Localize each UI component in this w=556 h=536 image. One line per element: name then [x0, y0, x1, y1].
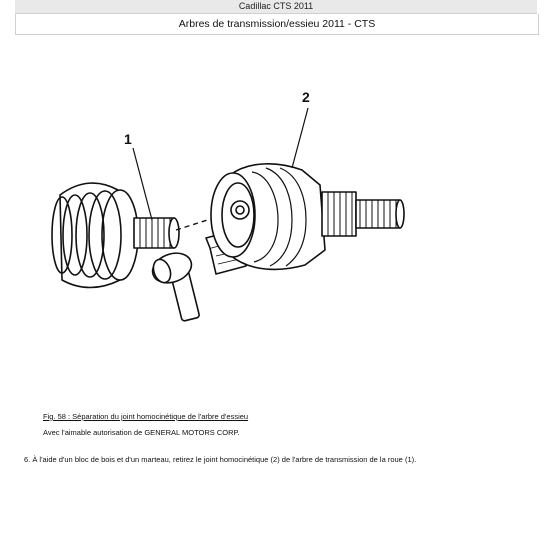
hammer-icon: [148, 248, 199, 321]
instruction-step-6: 6. À l'aide d'un bloc de bois et d'un marteau, retirez le joint homocinétique (2) de l'arbre de transmission de la roue (1).: [24, 455, 417, 464]
callout-1-leader: [133, 148, 152, 220]
callout-2-leader: [292, 108, 308, 168]
callout-2-label: 2: [302, 89, 310, 105]
axle-boot-left: [52, 183, 138, 287]
stub-shaft: [322, 192, 404, 236]
figure-caption: Fig. 58 : Séparation du joint homocinétique de l'arbre d'essieu: [43, 412, 249, 421]
cv-joint-housing: [211, 164, 325, 270]
splined-shaft: [134, 218, 179, 248]
figure-courtesy: Avec l'aimable autorisation de GENERAL MOTORS CORP.: [43, 428, 240, 437]
cv-joint-illustration: [40, 80, 420, 340]
callout-1-label: 1: [124, 131, 132, 147]
section-title: Arbres de transmission/essieu 2011 - CTS: [15, 14, 539, 35]
vehicle-header: Cadillac CTS 2011: [15, 0, 537, 14]
